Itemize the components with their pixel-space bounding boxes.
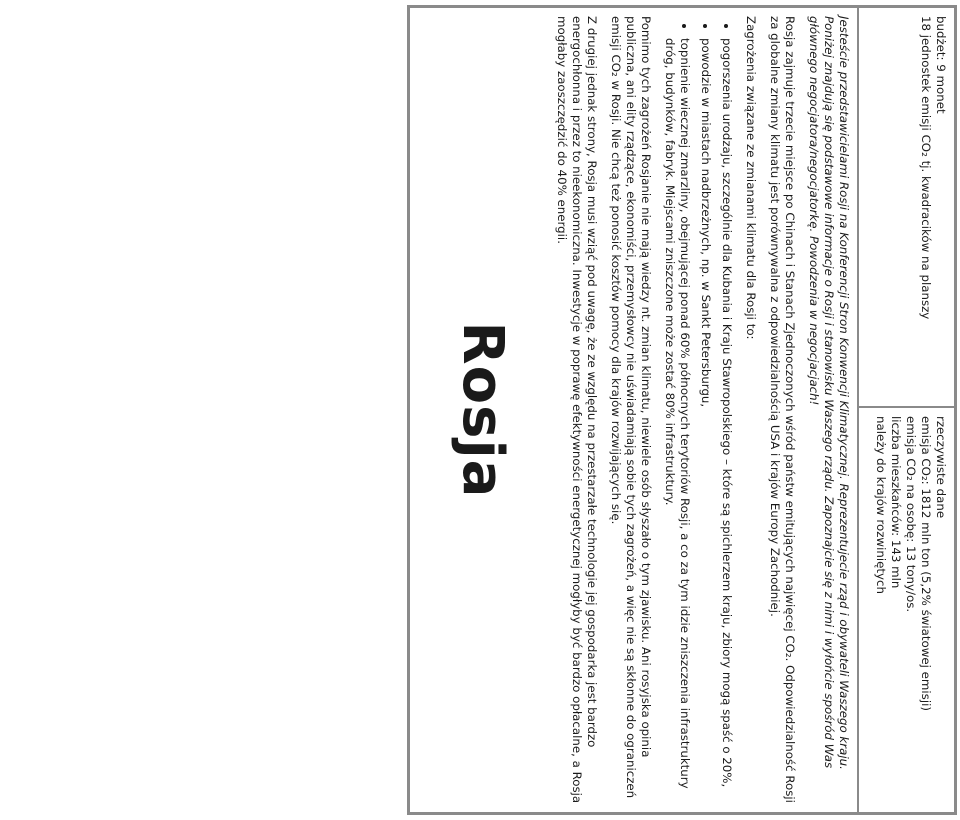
budget-panel [859, 8, 954, 408]
info-body [539, 8, 857, 812]
threats-list [662, 16, 734, 804]
budget-text: budżet: 9 monet [934, 16, 948, 114]
list-item: • topnienie wiecznej zmarzliny, obejmującej ponad 60% północnych terytoriów Rosji, a co za tym idzie zniszczenia infrastruktury dróg, budynków, fabryk. Miejscami zniszczone może zostać 80% infrastruktury. [662, 38, 692, 804]
awareness-paragraph: Pomimo tych zagrożeń Rosjanie nie mają wiedzy nt. zmian klimatu, niewiele osób słyszało o tym zjawisku. Ani rosyjska opinia publiczna, ani elity rządzące, ekonomiści, przemysłowcy nie uświadamiają sobie tych zagrożeń, a więc nie są skłonne do ograniczeń emisji CO₂ w Rosji. Nie chcą też ponosić kosztów pomocy dla krajów rozwijających się. [609, 16, 653, 799]
efficiency-paragraph: Z drugiej jednak strony, Rosja musi wziąć pod uwagę, że ze względu na przestarzałe technologie jej gospodarka jest bardzo energochłonna i przez to nieekonomiczna. Inwestycje w poprawę efektywności energetycznej mogłyby być bardzo opłacalne, a Rosja mogłaby zaoszczędzić do 40% energii. [555, 16, 599, 804]
real-data-heading: rzeczywiste dane [934, 416, 948, 519]
emission-ranking-paragraph: Rosja zajmuje trzecie miejsce po Chinach i Stanach Zjednoczonych wśród państw emitujących najwięcej CO₂. Odpowiedzialność Rosji za globalne zmiany klimatu jest porównywalna z odpowiedzialnością USA i krajów Europy Zachodniej. [768, 16, 797, 803]
real-data-panel [859, 408, 954, 812]
population-text: liczba mieszkańców: 143 mln [889, 416, 903, 589]
page-title: Rosja [450, 321, 515, 499]
threats-heading: Zagrożenia związane ze zmianami klimatu dla Rosji to: [744, 16, 758, 340]
co2-per-capita-text: emisja CO₂ na osobę: 13 tony/os. [904, 416, 918, 613]
intro-paragraph: Jesteście przedstawicielami Rosji na Konferencji Stron Konwencji Klimatycznej. Reprezentujecie rząd i obywateli Waszego kraju. Poniżej znajdują się podstawowe informacje o Rosji i stanowisku Waszego rządu. Zapoznajcie się z nimi i wyłońcie spośród Was głównego negocjatora/negocjatorkę. Powodzenia w negocjacjach! [807, 16, 851, 770]
emission-units-text: 18 jednostek emisji CO₂ tj. kwadracików na planszy [919, 16, 933, 320]
development-status-text: należy do krajów rozwiniętych [874, 416, 888, 594]
co2-emission-text: emisja CO₂: 1812 mln ton (5,2% światowej emisji) [919, 416, 933, 711]
list-item: • powodzie w miastach nadbrzeżnych, np. w Sankt Petersburgu, [698, 38, 713, 804]
list-item: • pogorszenia urodzaju, szczególnie dla Kubania i Kraju Stawropolskiego – które są spichlerzem kraju, zbiory mogą spaść o 20%, [719, 38, 734, 804]
info-header-row [857, 8, 954, 812]
